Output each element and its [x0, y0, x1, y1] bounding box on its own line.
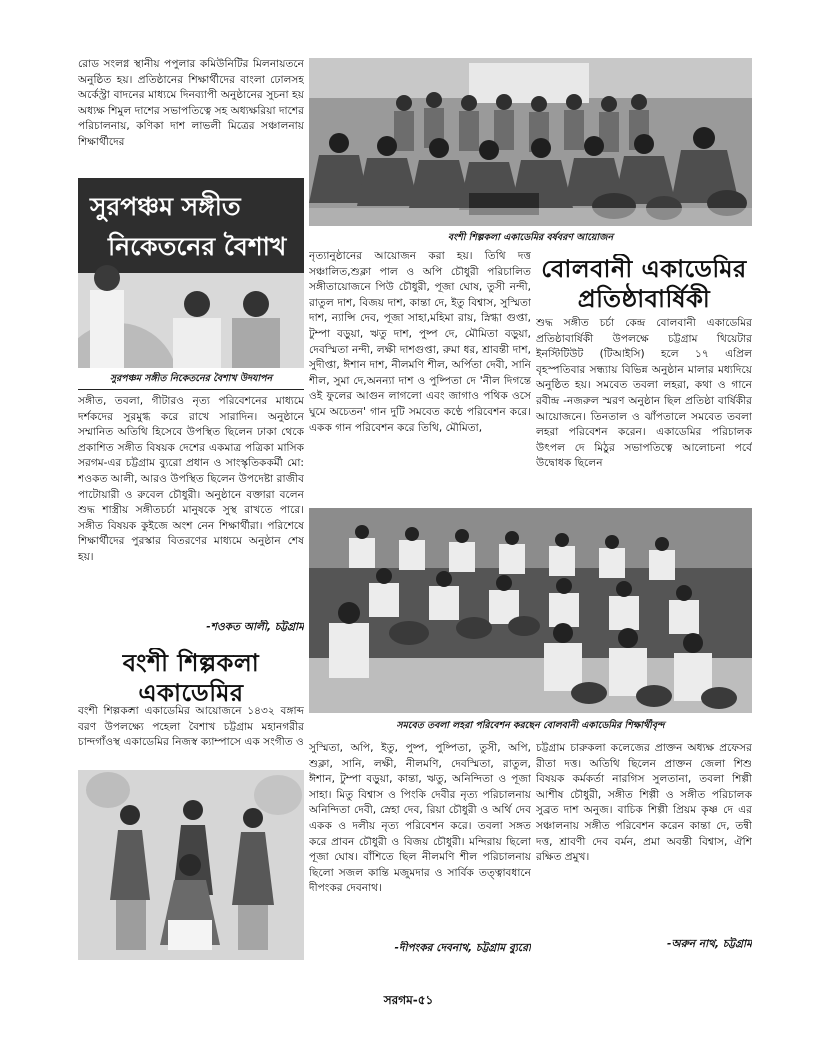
article-three-byline: -অরুন নাথ, চট্টগ্রাম [667, 938, 752, 950]
article-two-headline-line-1: বংশী শিল্পকলা একাডেমির [122, 649, 260, 707]
article-three-byline-box [536, 937, 752, 954]
article-three-headline-line-2: প্রতিষ্ঠাবার্ষিকী [577, 285, 711, 313]
article-three-intro-text: শুদ্ধ সঙ্গীত চর্চা কেন্দ্র বোলবানী একাডেমির প্রতিষ্ঠাবার্ষিকী উপলক্ষে চট্টগ্রাম থিয়েটার ইনস্টিটিউট (টিআইসি) হলে ১৭ এপ্রিল বৃহস্পতিবার সন্ধ্যায় বিভিন্ন অনুষ্ঠান মালার মধ্যদিয়ে অনুষ্ঠিত হয়। সমবেত তবলা লহরা, কথা ও গানে রবীন্দ্র -নজরুল স্মরণ অনুষ্ঠান ছিল প্রতিষ্ঠা বার্ষিকীর আয়োজনে। তিনতাল ও ঝাঁপতালে সমবেত তবলা লহরা পরিবেশন করেন। একাডেমির পরিচালক উৎপল দে মিঠুর সভাপতিত্বে আলোচনা পর্বে উদ্বোধক ছিলেন [536, 317, 752, 470]
article-two-body-top-text: নৃত্যানুষ্ঠানের আয়োজন করা হয়। তিথি দত্ত সঞ্চালিত,শুক্লা পাল ও অপি চৌধুরী পরিচালিত সঙ্গীতায়োজনে পিউ চৌধুরী, পূজা ঘোষ, তুসী নন্দী, রাতুল দাশ, বিজয় দাশ, কান্তা দে, ইতু বিশ্বাস, সুস্মিতা দাশ, ন্যান্সি দেব, পূজা সাহা,মহিমা রায়, স্নিগ্ধা গুপ্তা, টুম্পা বড়ুয়া, ঋতু দাশ, পুষ্প দে, মৌমিতা বড়ুয়া, দেবস্মিতা নন্দী, লক্ষী দাশগুপ্তা, রুমা ধর, শ্রাবন্তী দাশ, সুদীপ্তা, ঈশান দাশ, নীলমণি শীল, অর্পিতা দেবী, সানি শীল, সুমা দে,অনন্যা দাশ ও পুষ্পিতা দে 'নীল দিগন্তে ওই ফুলের আগুন লাগলো এবং জাগাও পথিক ওসে ঘুমে অচেতন' গান দুটি সমবেত কণ্ঠে পরিবেশন করে। একক গান পরিবেশন করে তিথি, মৌমিতা, [309, 250, 531, 434]
article-one-intro-text: রোড সংলগ্ন স্থানীয় পপুলার কমিউনিটির মিলনায়তনে অনুষ্ঠিত হয়। প্রতিষ্ঠানের শিক্ষার্থীদের বাংলা ঢোলসহ অর্কেস্ট্রা বাদনের মাধ্যমে দিনব্যাপী অনুষ্ঠানের সুচনা হয় অধ্যক্ষ শিমুল দাশের সভাপতিত্বে সহ অধ্যক্ষরিয়া দাশের পরিচালনায়, কণিকা দাশ লাভলী মিত্রের সঞ্চালনায় শিক্ষার্থীদের [78, 58, 304, 148]
article-two-byline: -দীপংকর দেবনাথ, চট্টগ্রাম ব্যুরো [394, 942, 531, 954]
article-two-body-bottom-text: সুস্মিতা, অপি, ইতু, পুষ্প, পুষ্পিতা, তুসী, অপি, শুক্লা, সানি, লক্ষী, নীলমণি, দেবস্মিতা, রাতুল, ঈশান, টুম্পা বড়ুয়া, কান্তা, ঋতু, অনিন্দিতা ও পূজা সাহা। মিতু বিশ্বাস ও পিংকি দেবীর নৃত্য পরিচালনায় অনিন্দিতা দেবী, স্নেহা দেব, রিয়া চৌধুরী ও অর্থি দেব একক ও দলীয় নৃত্য পরিবেশন করে। তবলা সঙ্গত করে প্রাবন চৌধুরী ও বিজয় চৌধুরী। মন্দিরায় ছিলো পূজা ঘোষ। বাঁশিতে ছিল নীলমণি শীল পরিচালনায় ছিলো সজল কান্তি মজুমদার ও সার্বিক তত্ত্বাবধানে দীপংকর দেবনাথ। [309, 742, 531, 895]
article-three-headline-line-1: বোলবানী একাডেমির [541, 255, 747, 283]
article-two-intro-text: বংশী শিল্পকলা একাডেমির আয়োজনে ১৪৩২ বঙ্গাব্দ বরণ উপলক্ষ্যে পহেলা বৈশাখ চট্টগ্রাম মহানগরীর চান্দগাঁওস্থ একাডেমির নিজস্ব ক্যাম্পাসে এক সংগীত ও [78, 705, 304, 749]
dancers-illustration [78, 770, 304, 960]
article-one-byline: -শওকত আলী, চট্টগ্রাম [206, 621, 304, 633]
article-two-headline [78, 648, 304, 710]
article-three-intro [536, 316, 752, 503]
tabla-photo-caption-box [309, 719, 752, 735]
article-one-intro [78, 57, 304, 174]
article-three-headline [536, 254, 752, 318]
group-photo-caption: বংশী শিল্পকলা একাডেমির বর্ষবরণ আয়োজন [447, 232, 614, 243]
tabla-photo-caption: সমবেত তবলা লহরা পরিবেশন করছেন বোলবানী একাডেমির শিক্ষার্থীবৃন্দ [396, 720, 665, 731]
group-singing-illustration [309, 58, 752, 226]
dancers-photo [78, 770, 304, 960]
page-number: সরগম-৫১ [383, 993, 434, 1007]
article-two-body-top [309, 249, 531, 503]
singer-photo-caption: সুরপঞ্চম সঙ্গীত নিকেতনের বৈশাখ উদযাপন [109, 373, 273, 384]
article-two-body-bottom [309, 741, 531, 941]
article-one-body [78, 394, 304, 620]
group-singing-photo [309, 58, 752, 226]
singer-stage-photo [78, 178, 304, 368]
article-one-body-text: সঙ্গীত, তবলা, গীটারও নৃত্য পরিবেশনের মাধ্যমে দর্শকদের সুরমুগ্ধ করে রাখে সারাদিন। অনুষ্ঠানে সম্মানিত অতিথি হিসেবে উপস্থিত ছিলেন ঢাকা থেকে প্রকাশিত সঙ্গীত বিষয়ক দেশের একমাত্র পত্রিকা মাসিক সরগম-এর চট্টগ্রাম ব্যুরো প্রধান ও সাংস্কৃতিককর্মী মো: শওকত আলী, আরও উপস্থিত ছিলেন উপদেষ্টা রাজীব পাটোয়ারী ও রুবেল চৌধুরী। অনুষ্ঠানে বক্তারা বলেন শুদ্ধ শাস্ত্রীয় সঙ্গীতচর্চা মানুষকে সুস্থ রাখতে পারে। সঙ্গীত বিষয়ক কুইজে অংশ নেন শিক্ষার্থীরা। পরিশেষে শিক্ষার্থীদের পুরস্কার বিতরণের মাধ্যমে অনুষ্ঠান শেষ হয়। [78, 395, 304, 563]
singer-photo-caption-box [78, 372, 304, 388]
article-two-byline-box [309, 941, 531, 958]
tabla-ensemble-illustration [309, 508, 752, 713]
caption-divider [78, 389, 304, 390]
article-two-intro [78, 704, 304, 768]
article-one-byline-box [78, 620, 304, 637]
group-photo-caption-box [309, 231, 752, 247]
tabla-ensemble-photo [309, 508, 752, 713]
photo-banner-text-1: সুরপঞ্চম সঙ্গীত [90, 192, 241, 221]
photo-banner-text-2: নিকেতনের বৈশাখ [108, 232, 287, 261]
article-three-body-bottom-text: চট্টগ্রাম চারুকলা কলেজের প্রাক্তন অধ্যক্ষ প্রফেসর রীতা দত্ত। অতিথি ছিলেন প্রাক্তন জেলা শিশু বিষয়ক কর্মকর্তা নারগিস সুলতানা, তবলা শিল্পী আশীষ চৌধুরী, সঙ্গীত শিল্পী ও সঙ্গীত পরিচালক সুব্রত দাশ অনুজ। বাচিক শিল্পী প্রিয়ম কৃষ্ণ দে এর সঞ্চালনায় সঙ্গীত পরিবেশন করেন কান্তা দে, তন্বী দত্ত, শ্রাবণী দেব বর্মন, প্রমা অবন্তী বিশ্বাস, ঐশি রক্ষিত প্রমুখ। [536, 742, 752, 864]
article-three-body-bottom [536, 741, 752, 929]
